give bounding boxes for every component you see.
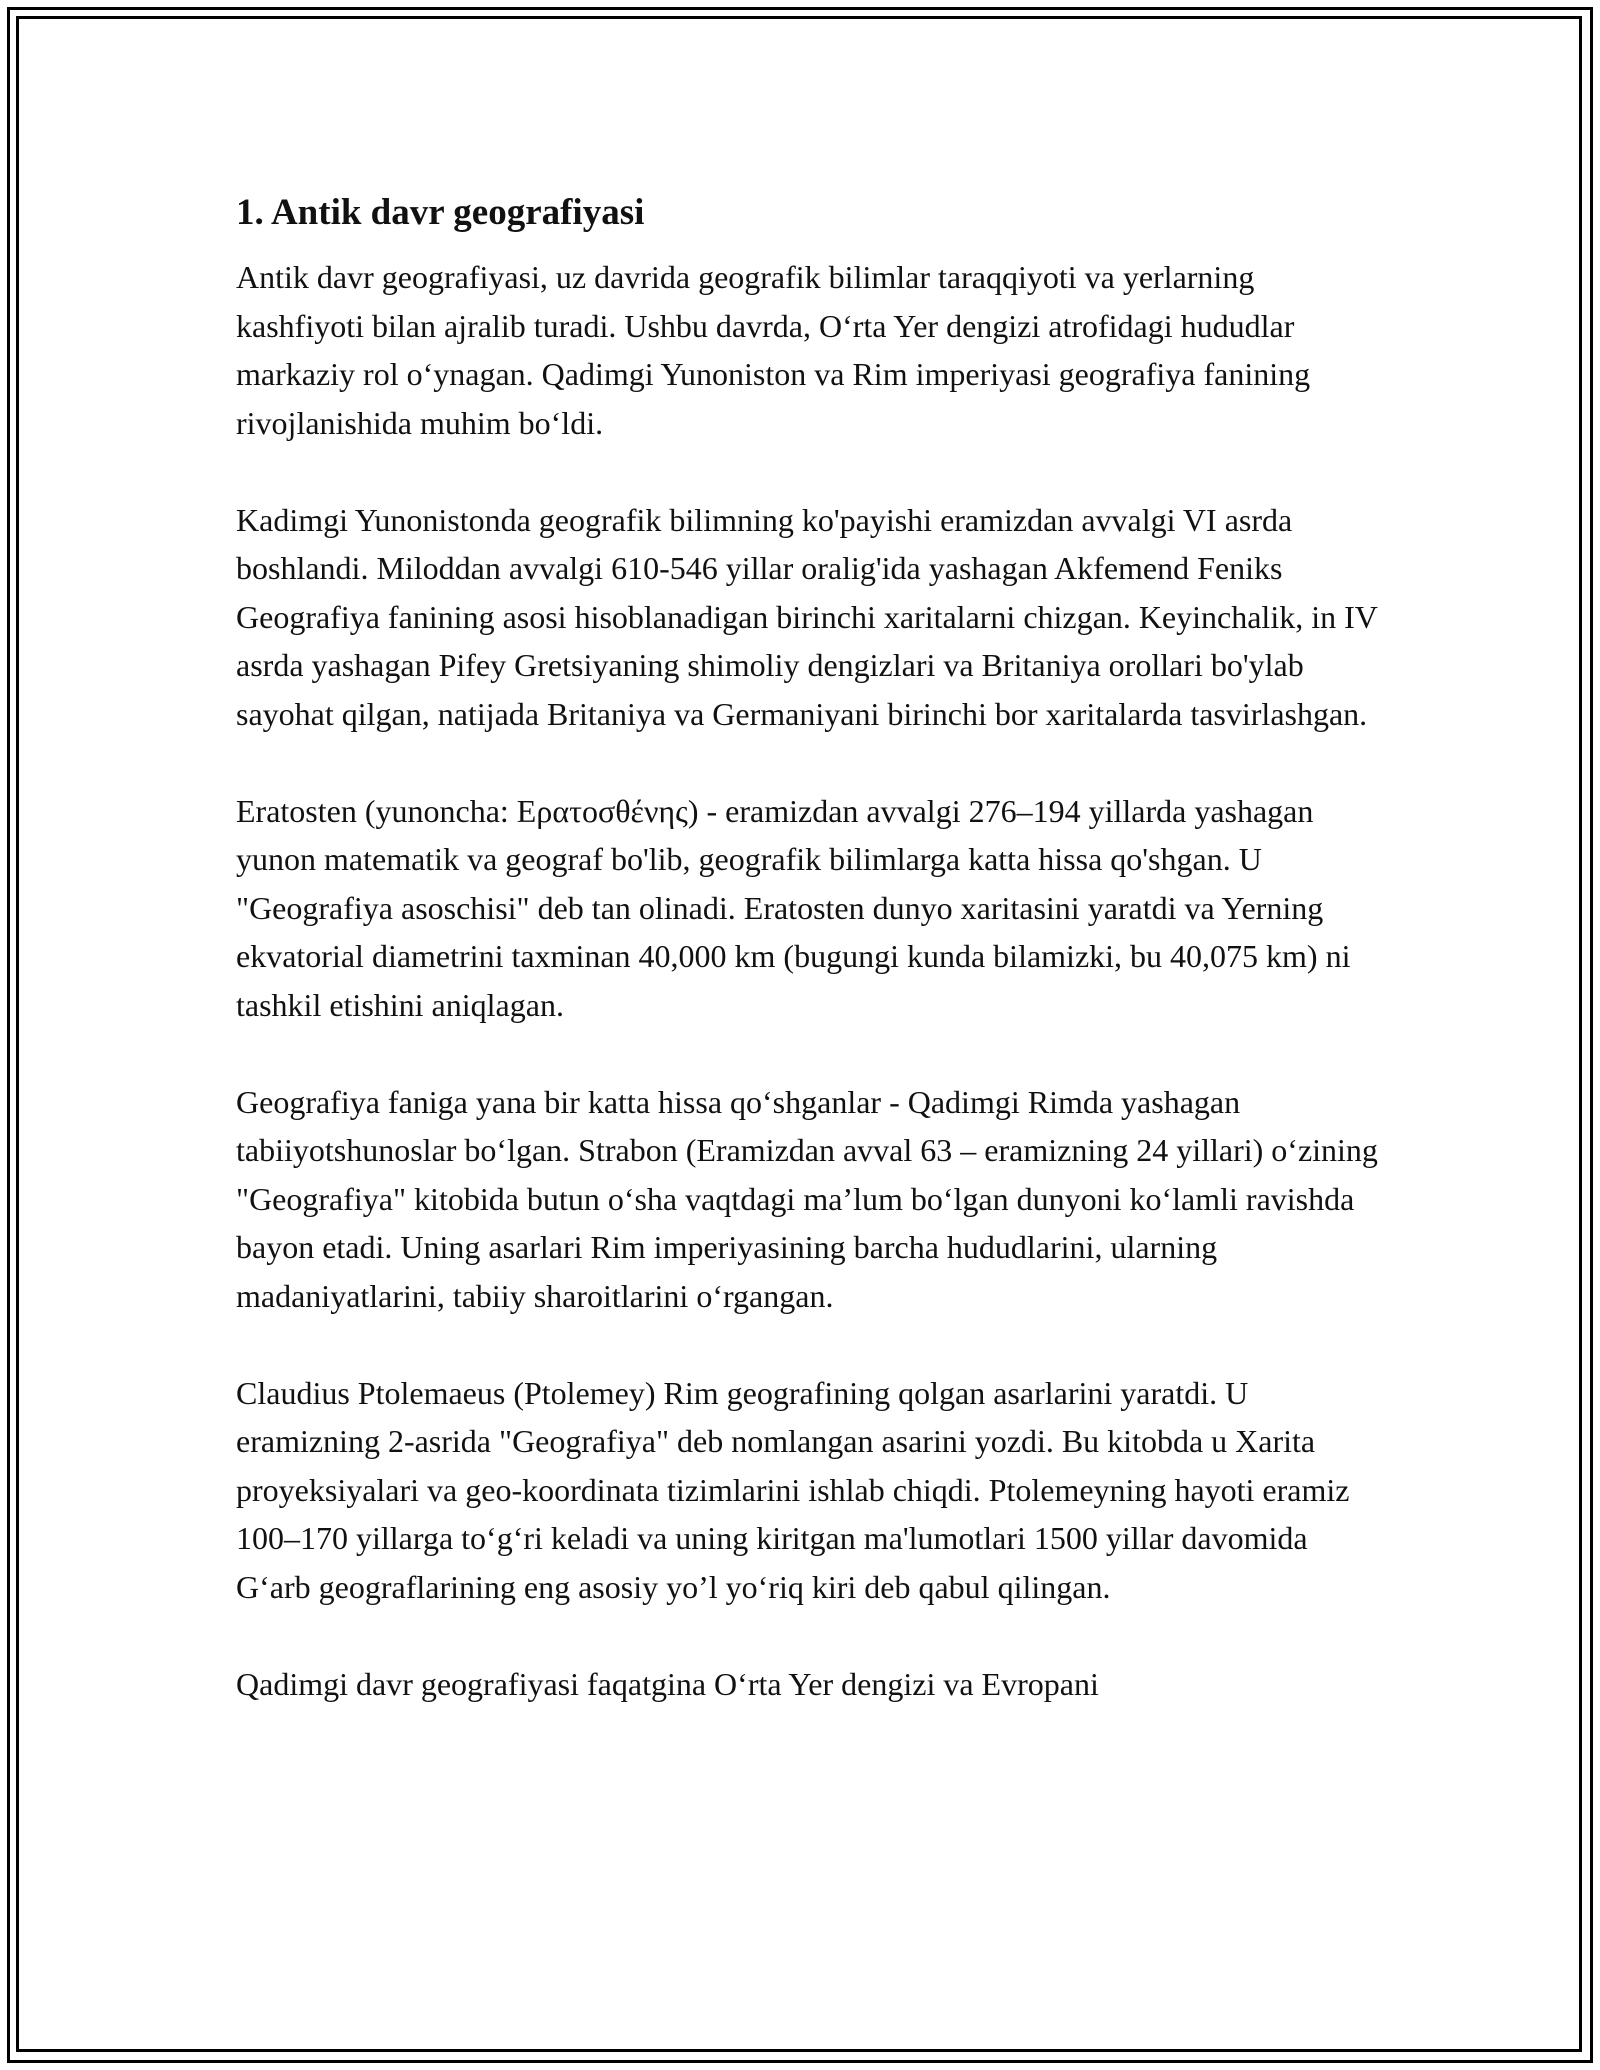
- paragraph-eratosthenes: Eratosten (yunoncha: Ερατοσθένης) - eramizdan avvalgi 276–194 yillarda yashagan yunon matematik va geograf bo'lib, geografik bilimlarga katta hissa qo'shgan. U "Geografiya asoschisi" deb tan olinadi. Eratosten dunyo xaritasini yaratdi va Yerning ekvatorial diametrini taxminan 40,000 km (bugungi kunda bilamizki, bu 40,075 km) ni tashkil etishini aniqlagan.: [236, 792, 1351, 1023]
- section-heading: 1. Antik davr geografiyasi: [236, 192, 645, 233]
- paragraph-conclusion: Qadimgi davr geografiyasi faqatgina Oʻrta Yer dengizi va Evropani: [236, 1665, 1099, 1702]
- paragraph-strabo: Geografiya faniga yana bir katta hissa qoʻshganlar - Qadimgi Rimda yashagan tabiiyotshunoslar boʻlgan. Strabon (Eramizdan avval 63 – eramizning 24 yillari) oʻzining "Geografiya" kitobida butun oʻsha vaqtdagi maʼlum boʻlgan dunyoni koʻlamli ravishda bayon etadi. Uning asarlari Rim imperiyasining barcha hududlarini, ularning madaniyatlarini, tabiiy sharoitlarini oʻrgangan.: [236, 1083, 1378, 1314]
- paragraph-intro: Antik davr geografiyasi, uz davrida geografik bilimlar taraqqiyoti va yerlarning kashfiyoti bilan ajralib turadi. Ushbu davrda, Oʻrta Yer dengizi atrofidagi hududlar markaziy rol oʻynagan. Qadimgi Yunoniston va Rim imperiyasi geografiya fanining rivojlanishida muhim boʻldi.: [236, 259, 1311, 441]
- document-body: [236, 185, 1386, 1757]
- paragraph-ancient-greece: Kadimgi Yunonistonda geografik bilimning ko'payishi eramizdan avvalgi VI asrda boshlandi. Miloddan avvalgi 610-546 yillar oralig'ida yashagan Akfemend Feniks Geografiya fanining asosi hisoblanadigan birinchi xaritalarni chizgan. Keyinchalik, in IV asrda yashagan Pifey Gretsiyaning shimoliy dengizlari va Britaniya orollari bo'ylab sayohat qilgan, natijada Britaniya va Germaniyani birinchi bor xaritalarda tasvirlashgan.: [236, 501, 1378, 732]
- paragraph-ptolemy: Claudius Ptolemaeus (Ptolemey) Rim geografining qolgan asarlarini yaratdi. U eramizning 2-asrida "Geografiya" deb nomlangan asarini yozdi. Bu kitobda u Xarita proyeksiyalari va geo-koordinata tizimlarini ishlab chiqdi. Ptolemeyning hayoti eramiz 100–170 yillarga toʻgʻri keladi va uning kiritgan ma'lumotlari 1500 yillar davomida Gʻarb geograflarining eng asosiy yoʼl yoʻriq kiri deb qabul qilingan.: [236, 1374, 1350, 1605]
